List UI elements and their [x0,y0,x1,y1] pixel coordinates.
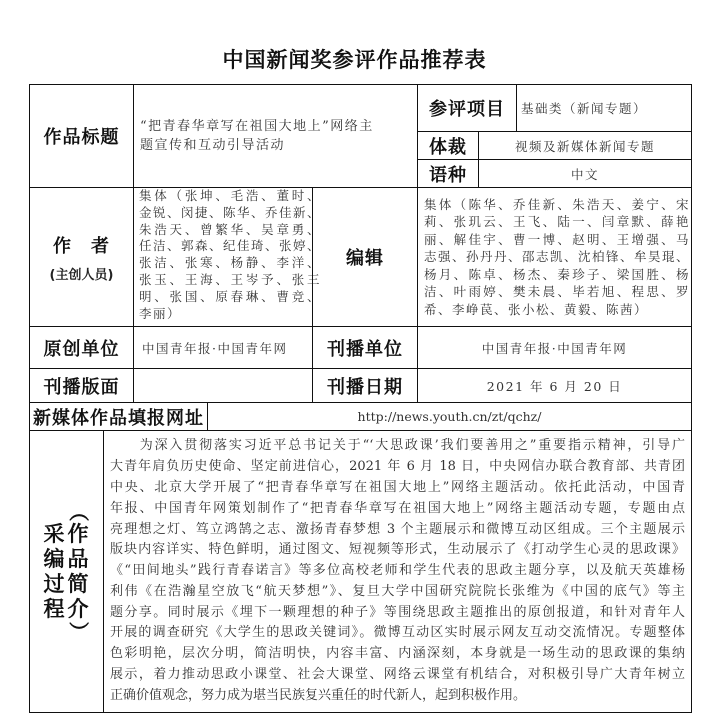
publish-date-value: 2021 年 6 月 20 日 [417,368,692,403]
summary-label [29,430,104,713]
editors-line: 丽、解佳宇、曹一博、赵明、王增强、马 [424,231,691,247]
summary-label-right: 作品简介 [67,521,90,621]
summary-line: 色彩明艳，层次分明，简洁明快，内容丰富、内涵深刻，本身就是一场生动的思政课的集纳 [110,646,685,662]
page-title: 中国新闻奖参评作品推荐表 [222,48,487,72]
authors-label: 作 者 [53,235,110,257]
summary-line: 版块内容详实、特色鲜明，通过图文、短视频等形式，生动展示了《打动学生心灵的思政课》 [110,542,685,558]
url-value[interactable]: http://news.youth.cn/zt/qchz/ [207,402,692,431]
summary-line: 亮理想之灯、笃立鸿鹄之志、激扬青春梦想 3 个主题展示和微博互动区组成。三个主题展示 [110,521,685,537]
summary-line: 利伟《在浩瀚星空放飞“航天梦想”》、复旦大学中国研究院院长张维为《中国的底气》等主 [110,583,685,599]
publish-page-value [133,368,313,403]
summary-line: 正确价值观念，努力成为堪当民族复兴重任的时代新人，起到积极作用。 [110,687,527,703]
work-title-line: “把青春华章写在祖国大地上”网络主 [140,119,374,134]
original-unit-label: 原创单位 [29,326,134,369]
genre-value: 视频及新媒体新闻专题 [478,131,692,160]
summary-line: 《“田间地头”践行青春诺言》等多位高校老师和学生代表的思政主题分享，以及航天英雄杨 [110,563,685,579]
authors-line: 朱浩天、曾繁华、吴章勇、 [139,221,322,237]
editors-line: 洁、叶雨婷、樊未晨、毕若旭、程思、罗 [424,284,691,300]
authors-label-cell [29,187,134,327]
url-label: 新媒体作品填报网址 [29,402,208,431]
genre-label: 体裁 [417,131,479,160]
publish-page-label: 刊播版面 [29,368,134,403]
summary-line: 题分享。同时展示《埋下一颗理想的种子》等围绕思政主题推出的原创报道，和针对青年人 [110,604,685,620]
summary-line: 为深入贯彻落实习近平总书记关于“‘大思政课’我们要善用之”重要指示精神，引导广 [110,438,685,454]
authors-line: 张玉、王海、王岑予、张三 [139,271,322,287]
work-title-label: 作品标题 [29,84,134,188]
editors-line: 莉、张玑云、王飞、陆一、闫章默、薛艳 [424,214,691,230]
summary-line: 大青年肩负历史使命、坚定前进信心，2021 年 6 月 18 日，中央网信办联合教育部、共青团 [110,459,685,475]
summary-label-left: 采编过程 [43,521,66,621]
editors-line: 集体（陈华、乔佳新、朱浩天、姜宁、宋 [424,196,691,212]
editors-value [417,187,692,327]
authors-line: 金锐、闵捷、陈华、乔佳新、 [139,204,322,220]
publish-unit-value: 中国青年报·中国青年网 [417,326,692,369]
authors-value [133,187,322,327]
work-title-value [133,84,418,188]
paren-close: ） [66,621,91,642]
summary-line: 年报、中国青年网策划制作了“把青春华章写在祖国大地上”网络主题活动专题，专题由点 [110,500,685,516]
summary-line: 展示，着力推动思政小课堂、社会大课堂、网络云课堂有机结合，对积极引导广大青年树立 [110,667,685,683]
authors-line: 李丽） [139,305,182,321]
paren-open: （ [66,501,91,522]
editors-line: 希、李峥苠、张小松、黄毅、陈茜） [424,301,649,317]
authors-sublabel: (主创人员) [49,267,114,283]
category-value: 基础类（新闻专题） [516,84,692,132]
authors-line: 明、张国、原春琳、曹竞、 [139,288,322,304]
authors-line: 任洁、郭森、纪佳琦、张婷、 [139,238,322,254]
original-unit-value: 中国青年报·中国青年网 [133,326,313,369]
work-title-line: 题宣传和互动引导活动 [140,138,286,153]
language-label: 语种 [417,159,479,188]
editors-line: 志强、孙丹丹、邵志凯、沈柏锋、牟昊琨、 [424,249,691,265]
summary-line: 开展的调查研究《大学生的思政关键词》。微博互动区实时展示网友互动交流情况。专题整体 [110,625,685,641]
language-value: 中文 [478,159,692,188]
publish-unit-label: 刊播单位 [312,326,418,369]
publish-date-label: 刊播日期 [312,368,418,403]
authors-line: 集体（张坤、毛浩、董时、 [139,188,322,203]
authors-line: 张洁、张寒、杨静、李洋、 [139,255,322,271]
editors-label: 编辑 [312,187,418,327]
summary-line: 中央、北京大学开展了“把青春华章写在祖国大地上”网络主题活动。依托此活动，中国青 [110,479,685,495]
summary-text [103,430,692,713]
category-label: 参评项目 [417,84,517,132]
editors-line: 杨月、陈卓、杨杰、秦珍子、梁国胜、杨 [424,266,691,282]
